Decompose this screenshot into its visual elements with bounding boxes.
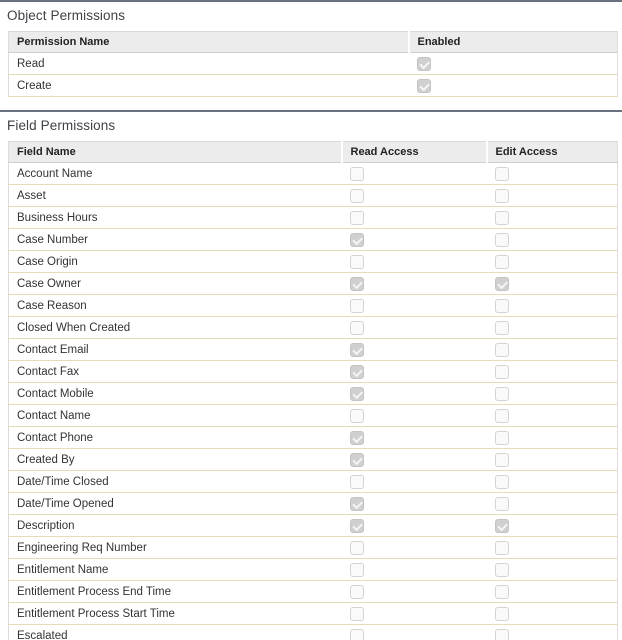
edit-access-checkbox[interactable] (495, 453, 509, 467)
permission-name-cell: Read (9, 53, 409, 75)
object-permissions-header-row (9, 32, 618, 53)
checkbox-cell (342, 603, 487, 625)
edit-access-checkbox[interactable] (495, 585, 509, 599)
checkbox-cell (487, 581, 618, 603)
table-row (9, 229, 618, 251)
checkbox-cell (342, 427, 487, 449)
field-name-cell: Entitlement Process End Time (9, 581, 342, 603)
field-permissions-table (8, 141, 618, 640)
read-access-checkbox[interactable] (350, 167, 364, 181)
edit-access-checkbox[interactable] (495, 541, 509, 555)
field-name-cell: Account Name (9, 163, 342, 185)
field-name-cell: Contact Mobile (9, 383, 342, 405)
table-row (9, 603, 618, 625)
table-row (9, 449, 618, 471)
checkbox-cell (342, 581, 487, 603)
read-access-checkbox[interactable] (350, 211, 364, 225)
edit-access-checkbox[interactable] (495, 629, 509, 640)
read-access-checkbox[interactable] (350, 431, 364, 445)
field-name-cell: Contact Phone (9, 427, 342, 449)
checkbox-cell (342, 317, 487, 339)
table-row (9, 559, 618, 581)
checkbox-cell (342, 471, 487, 493)
field-name-cell: Description (9, 515, 342, 537)
permission-name-cell: Create (9, 75, 409, 97)
object-permissions-table (8, 31, 618, 97)
read-access-checkbox[interactable] (350, 497, 364, 511)
table-row (9, 163, 618, 185)
read-access-checkbox[interactable] (350, 607, 364, 621)
column-header-enabled: Enabled (409, 32, 618, 53)
checkbox-cell (342, 207, 487, 229)
read-access-checkbox[interactable] (350, 453, 364, 467)
field-name-cell: Entitlement Process Start Time (9, 603, 342, 625)
read-access-checkbox[interactable] (350, 365, 364, 379)
field-permissions-header-row (9, 142, 618, 163)
edit-access-checkbox[interactable] (495, 475, 509, 489)
checkbox-cell (342, 295, 487, 317)
checkbox-cell (409, 53, 618, 75)
table-row (9, 493, 618, 515)
checkbox-cell (342, 339, 487, 361)
field-name-cell: Asset (9, 185, 342, 207)
edit-access-checkbox[interactable] (495, 167, 509, 181)
checkbox-cell (342, 383, 487, 405)
read-access-checkbox[interactable] (350, 519, 364, 533)
column-header-field-name: Field Name (9, 142, 342, 163)
table-row (9, 625, 618, 640)
checkbox-cell (342, 559, 487, 581)
checkbox-cell (342, 229, 487, 251)
checkbox-cell (342, 493, 487, 515)
checkbox-cell (487, 295, 618, 317)
read-access-checkbox[interactable] (350, 475, 364, 489)
field-name-cell: Contact Name (9, 405, 342, 427)
table-row (9, 207, 618, 229)
edit-access-checkbox[interactable] (495, 299, 509, 313)
column-header-read-access: Read Access (342, 142, 487, 163)
read-access-checkbox[interactable] (350, 629, 364, 640)
checkbox-cell (342, 449, 487, 471)
checkbox-cell (342, 163, 487, 185)
edit-access-checkbox[interactable] (495, 497, 509, 511)
field-name-cell: Date/Time Opened (9, 493, 342, 515)
object-permissions-title: Object Permissions (7, 8, 126, 23)
checkbox-cell (487, 251, 618, 273)
checkbox-cell (342, 361, 487, 383)
checkbox-cell (342, 273, 487, 295)
field-name-cell: Closed When Created (9, 317, 342, 339)
enabled-checkbox[interactable] (417, 79, 431, 93)
table-row (9, 383, 618, 405)
checkbox-cell (487, 449, 618, 471)
field-name-cell: Date/Time Closed (9, 471, 342, 493)
checkbox-cell (487, 537, 618, 559)
edit-access-checkbox[interactable] (495, 233, 509, 247)
table-row (9, 317, 618, 339)
table-row (9, 405, 618, 427)
checkbox-cell (342, 405, 487, 427)
edit-access-checkbox[interactable] (495, 189, 509, 203)
checkbox-cell (487, 427, 618, 449)
table-row (9, 581, 618, 603)
column-header-permission-name: Permission Name (9, 32, 409, 53)
checkbox-cell (487, 493, 618, 515)
edit-access-checkbox[interactable] (495, 519, 509, 533)
checkbox-cell (487, 207, 618, 229)
checkbox-cell (487, 559, 618, 581)
table-row (9, 251, 618, 273)
field-name-cell: Created By (9, 449, 342, 471)
read-access-checkbox[interactable] (350, 409, 364, 423)
field-name-cell: Entitlement Name (9, 559, 342, 581)
table-row (9, 515, 618, 537)
read-access-checkbox[interactable] (350, 387, 364, 401)
checkbox-cell (409, 75, 618, 97)
field-name-cell: Contact Email (9, 339, 342, 361)
table-row (9, 339, 618, 361)
read-access-checkbox[interactable] (350, 299, 364, 313)
checkbox-cell (342, 185, 487, 207)
read-access-checkbox[interactable] (350, 255, 364, 269)
read-access-checkbox[interactable] (350, 321, 364, 335)
enabled-checkbox[interactable] (417, 57, 431, 71)
edit-access-checkbox[interactable] (495, 387, 509, 401)
checkbox-cell (487, 185, 618, 207)
field-name-cell: Escalated (9, 625, 342, 640)
checkbox-cell (487, 317, 618, 339)
checkbox-cell (342, 515, 487, 537)
field-name-cell: Case Origin (9, 251, 342, 273)
edit-access-checkbox[interactable] (495, 277, 509, 291)
table-row (9, 295, 618, 317)
checkbox-cell (487, 471, 618, 493)
table-row (9, 273, 618, 295)
table-row (9, 537, 618, 559)
field-name-cell: Case Owner (9, 273, 342, 295)
read-access-checkbox[interactable] (350, 233, 364, 247)
table-row (9, 185, 618, 207)
edit-access-checkbox[interactable] (495, 607, 509, 621)
checkbox-cell (487, 405, 618, 427)
field-name-cell: Contact Fax (9, 361, 342, 383)
read-access-checkbox[interactable] (350, 343, 364, 357)
table-row (9, 53, 618, 75)
checkbox-cell (487, 603, 618, 625)
edit-access-checkbox[interactable] (495, 365, 509, 379)
checkbox-cell (487, 625, 618, 640)
field-name-cell: Engineering Req Number (9, 537, 342, 559)
field-name-cell: Case Number (9, 229, 342, 251)
checkbox-cell (487, 339, 618, 361)
edit-access-checkbox[interactable] (495, 563, 509, 577)
read-access-checkbox[interactable] (350, 277, 364, 291)
field-permissions-section (0, 110, 622, 640)
edit-access-checkbox[interactable] (495, 343, 509, 357)
edit-access-checkbox[interactable] (495, 431, 509, 445)
field-name-cell: Case Reason (9, 295, 342, 317)
edit-access-checkbox[interactable] (495, 211, 509, 225)
checkbox-cell (342, 537, 487, 559)
table-row (9, 75, 618, 97)
edit-access-checkbox[interactable] (495, 255, 509, 269)
checkbox-cell (487, 163, 618, 185)
checkbox-cell (487, 515, 618, 537)
field-name-cell: Business Hours (9, 207, 342, 229)
edit-access-checkbox[interactable] (495, 321, 509, 335)
checkbox-cell (342, 625, 487, 640)
read-access-checkbox[interactable] (350, 585, 364, 599)
checkbox-cell (487, 229, 618, 251)
checkbox-cell (487, 361, 618, 383)
read-access-checkbox[interactable] (350, 541, 364, 555)
column-header-edit-access: Edit Access (487, 142, 618, 163)
checkbox-cell (342, 251, 487, 273)
read-access-checkbox[interactable] (350, 189, 364, 203)
field-permissions-title: Field Permissions (7, 118, 116, 133)
edit-access-checkbox[interactable] (495, 409, 509, 423)
checkbox-cell (487, 383, 618, 405)
checkbox-cell (487, 273, 618, 295)
table-row (9, 471, 618, 493)
table-row (9, 427, 618, 449)
read-access-checkbox[interactable] (350, 563, 364, 577)
table-row (9, 361, 618, 383)
object-permissions-section (0, 0, 622, 97)
